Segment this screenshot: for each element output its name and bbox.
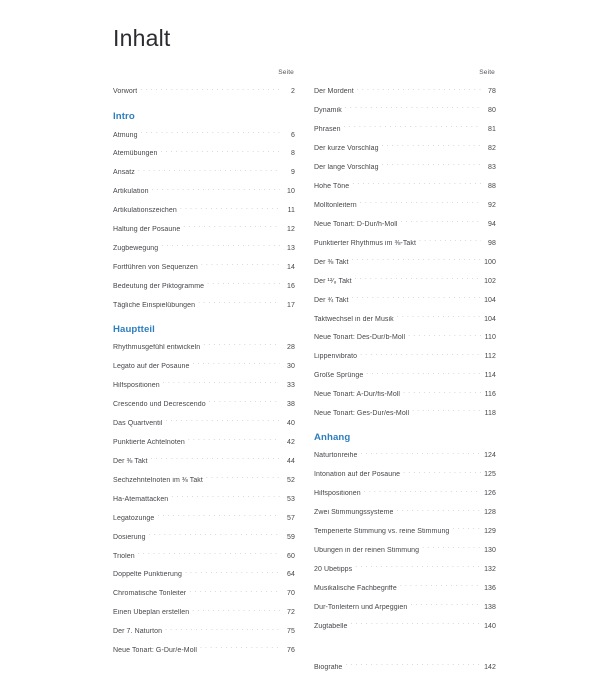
toc-entry-rhythmusgef-hl-entwickeln[interactable] (113, 342, 295, 353)
toc-entry-page-number: 72 (287, 609, 295, 617)
toc-entry-bedeutung-der-piktogramme[interactable] (113, 281, 295, 292)
toc-dot-leader (203, 342, 279, 349)
toc-entry-atem-bungen[interactable] (113, 148, 295, 159)
toc-entry-neue-tonart-ges-dur-es-moll[interactable] (314, 408, 496, 419)
toc-dot-leader (183, 224, 279, 231)
toc-entry-neue-tonart-g-dur-e-moll[interactable] (113, 645, 295, 656)
toc-entry-der-takt[interactable] (113, 456, 295, 467)
toc-dot-leader (360, 351, 480, 358)
toc-entry-page-number: 44 (287, 457, 295, 465)
toc-entry-page-number: 142 (484, 663, 496, 671)
toc-entry-label: Phrasen (314, 126, 341, 134)
toc-entry-label: Der kurze Vorschlag (314, 145, 379, 153)
toc-entry-label: Hohe Töne (314, 182, 350, 190)
toc-entry-label: Der Mordent (314, 88, 354, 96)
toc-entry-der-kurze-vorschlag[interactable] (314, 143, 496, 154)
toc-entry-page-number: 52 (287, 476, 295, 484)
toc-entry-label: Sechzehntelnoten im ⅜ Takt (113, 476, 203, 484)
toc-entry-label: Haltung der Posaune (113, 226, 181, 234)
toc-entry-page-number: 64 (287, 571, 295, 579)
toc-entry-label: Lippenvibrato (314, 353, 358, 361)
toc-dot-leader (397, 314, 481, 321)
toc-entry-label: Artikulationszeichen (113, 207, 177, 215)
toc-entry-page-number: 81 (488, 126, 496, 134)
toc-dot-leader (165, 626, 279, 633)
toc-entry-page-number: 83 (488, 164, 496, 172)
toc-entry-lippenvibrato[interactable] (314, 351, 496, 362)
toc-entry-der-takt[interactable] (314, 257, 496, 268)
toc-dot-leader (360, 450, 480, 457)
toc-entry-taktwechsel-in-der-musik[interactable] (314, 314, 496, 325)
toc-dot-leader (171, 494, 279, 501)
toc-dot-leader (403, 389, 480, 396)
toc-entry-dur-tonleitern-und-arpeggien[interactable] (314, 602, 496, 613)
toc-entry-label: Übungen in der reinen Stimmung (314, 547, 420, 555)
toc-dot-leader (357, 86, 481, 93)
toc-entry-page-number: 53 (287, 495, 295, 503)
toc-entry-label: Neue Tonart: Ges-Dur/es-Moll (314, 410, 410, 418)
toc-entry-label: Biografie (314, 663, 343, 671)
toc-entry-label: Legatozunge (113, 514, 155, 522)
toc-entry-label: Rhythmusgefühl entwickeln (113, 344, 201, 352)
toc-dot-leader (157, 513, 279, 520)
toc-entry-label: Crescendo und Decrescendo (113, 401, 206, 409)
toc-dot-leader (452, 526, 480, 533)
toc-section-gap (314, 640, 496, 662)
toc-entry-label: Große Sprünge (314, 372, 364, 380)
toc-entry-page-number: 125 (484, 471, 496, 479)
toc-entry-label: Triolen (113, 552, 135, 560)
toc-entry-triolen[interactable] (113, 551, 295, 562)
toc-entry-label: 20 Übetipps (314, 566, 353, 574)
toc-entry-label: Hilfspositionen (113, 382, 160, 390)
toc-entry-neue-tonart-d-dur-h-moll[interactable] (314, 219, 496, 230)
toc-dot-leader (192, 607, 279, 614)
toc-entry-zwei-stimmungssysteme[interactable] (314, 507, 496, 518)
toc-entry-page-number: 112 (484, 353, 496, 361)
toc-entry-page-number: 88 (488, 182, 496, 190)
toc-entry-page-number: 30 (287, 363, 295, 371)
toc-entry-page-number: 130 (484, 547, 496, 555)
toc-entry-molltonleitern[interactable] (314, 200, 496, 211)
toc-entry-label: Dynamik (314, 107, 342, 115)
toc-entry-legatozunge[interactable] (113, 513, 295, 524)
toc-entry-page-number: 136 (484, 585, 496, 593)
toc-entry-label: Zugtabelle (314, 622, 348, 630)
toc-dot-leader (403, 469, 480, 476)
toc-dot-leader (201, 262, 280, 269)
toc-entry-label: Der 7. Naturton (113, 628, 163, 636)
toc-entry-punktierter-rhythmus-im-takt[interactable] (314, 238, 496, 249)
toc-entry-page-number: 17 (287, 301, 295, 309)
toc-entry-vorwort[interactable] (113, 86, 295, 97)
toc-dot-leader (352, 257, 481, 264)
toc-left-body (113, 86, 295, 656)
toc-entry-temperierte-stimmung-vs-reine-stimmung[interactable] (314, 526, 496, 537)
toc-entry-page-number: 10 (287, 188, 295, 196)
toc-dot-leader (355, 276, 481, 283)
toc-entry-page-number: 16 (287, 283, 295, 291)
toc-entry-t-gliche-einspiel-bungen[interactable] (113, 300, 295, 311)
toc-entry-label: Neue Tonart: Des-Dur/b-Moll (314, 334, 406, 342)
toc-entry-page-number: 33 (287, 382, 295, 390)
toc-dot-leader (364, 488, 481, 495)
toc-entry-page-number: 57 (287, 514, 295, 522)
toc-entry-label: Der ⅜ Takt (314, 258, 349, 266)
toc-entry-artikulation[interactable] (113, 186, 295, 197)
toc-dot-leader (149, 532, 280, 539)
toc-dot-leader (400, 583, 481, 590)
toc-entry-label: Zwei Stimmungssysteme (314, 509, 394, 517)
toc-entry-label: Atmung (113, 131, 138, 139)
toc-entry-label: Legato auf der Posaune (113, 363, 190, 371)
toc-entry-label: Bedeutung der Piktogramme (113, 283, 205, 291)
toc-entry-label: Der lange Vorschlag (314, 164, 379, 172)
toc-entry-page-number: 12 (287, 226, 295, 234)
toc-entry-page-number: 102 (484, 277, 496, 285)
toc-entry-zugtabelle[interactable] (314, 621, 496, 632)
toc-dot-leader (188, 437, 280, 444)
toc-entry-einen-beplan-erstellen[interactable] (113, 607, 295, 618)
page-title: Inhalt (113, 25, 171, 51)
toc-entry-page-number: 6 (291, 131, 295, 139)
toc-dot-leader (193, 361, 280, 368)
toc-entry-page-number: 78 (488, 88, 496, 96)
toc-entry-fortf-hren-von-sequenzen[interactable] (113, 262, 295, 273)
toc-entry-page-number: 59 (287, 533, 295, 541)
toc-entry-bungen-in-der-reinen-stimmung[interactable] (314, 545, 496, 556)
toc-entry-label: Punktierte Achtelnoten (113, 438, 185, 446)
toc-entry-chromatische-tonleiter[interactable] (113, 588, 295, 599)
toc-dot-leader (352, 181, 480, 188)
toc-entry-label: Artikulation (113, 188, 149, 196)
toc-entry-label: Vorwort (113, 88, 138, 96)
toc-dot-leader (163, 380, 280, 387)
toc-entry-musikalische-fachbegriffe[interactable] (314, 583, 496, 594)
toc-entry-page-number: 14 (287, 264, 295, 272)
toc-entry-label: Musikalische Fachbegriffe (314, 585, 397, 593)
toc-entry-20-betipps[interactable] (314, 564, 496, 575)
toc-entry-label: Taktwechsel in der Musik (314, 315, 394, 323)
toc-entry-der-mordent[interactable] (314, 86, 496, 97)
toc-right-body (314, 86, 496, 672)
toc-dot-leader (165, 418, 279, 425)
toc-entry-doppelte-punktierung[interactable] (113, 569, 295, 580)
toc-entry-label: Intonation auf der Posaune (314, 471, 401, 479)
toc-entry-page-number: 13 (287, 245, 295, 253)
toc-entry-page-number: 138 (484, 603, 496, 611)
toc-dot-leader (209, 399, 280, 406)
toc-entry-page-number: 40 (287, 419, 295, 427)
toc-dot-leader (206, 475, 280, 482)
toc-dot-leader (355, 564, 480, 571)
toc-entry-artikulationszeichen[interactable] (113, 205, 295, 216)
toc-section-heading-intro[interactable]: Intro (113, 111, 135, 123)
toc-entry-label: Der ⅜ Takt (113, 457, 148, 465)
toc-dot-leader (152, 186, 280, 193)
toc-dot-leader (382, 143, 481, 150)
toc-dot-leader (352, 295, 481, 302)
toc-entry-label: Ansatz (113, 169, 135, 177)
toc-entry-label: Ha-Atemattacken (113, 495, 169, 503)
toc-entry-hilfspositionen[interactable] (113, 380, 295, 391)
toc-dot-leader (141, 130, 280, 137)
toc-entry-page-number: 104 (484, 315, 496, 323)
toc-entry-page-number: 82 (488, 145, 496, 153)
toc-entry-label: Chromatische Tonleiter (113, 590, 187, 598)
toc-entry-atmung[interactable] (113, 130, 295, 141)
toc-entry-page-number: 2 (291, 88, 295, 96)
toc-dot-leader (198, 300, 279, 307)
toc-entry-label: Neue Tonart: G-Dur/e-Moll (113, 647, 197, 655)
toc-dot-leader (200, 645, 280, 652)
toc-entry-label: Zugbewegung (113, 245, 159, 253)
toc-dot-leader (382, 162, 481, 169)
toc-entry-page-number: 8 (291, 150, 295, 158)
toc-entry-label: Tägliche Einspielübungen (113, 301, 196, 309)
seite-column-header-right: Seite (479, 69, 495, 77)
toc-dot-leader (161, 243, 279, 250)
toc-entry-page-number: 70 (287, 590, 295, 598)
toc-entry-page-number: 129 (484, 528, 496, 536)
toc-entry-page-number: 124 (484, 452, 496, 460)
toc-entry-label: Dosierung (113, 533, 146, 541)
toc-entry-label: Einen Übeplan erstellen (113, 609, 190, 617)
toc-entry-page-number: 116 (484, 391, 496, 399)
toc-dot-leader (345, 662, 480, 669)
toc-entry-hilfspositionen[interactable] (314, 488, 496, 499)
toc-dot-leader (151, 456, 280, 463)
toc-entry-page-number: 132 (484, 566, 496, 574)
toc-entry-label: Der ¾ Takt (314, 296, 349, 304)
toc-entry-sechzehntelnoten-im-takt[interactable] (113, 475, 295, 486)
toc-entry-page-number: 60 (287, 552, 295, 560)
toc-entry-page-number: 92 (488, 201, 496, 209)
toc-entry-page-number: 38 (287, 401, 295, 409)
toc-entry-dosierung[interactable] (113, 532, 295, 543)
toc-dot-leader (160, 148, 279, 155)
toc-entry-gro-e-spr-nge[interactable] (314, 370, 496, 381)
toc-entry-page-number: 128 (484, 509, 496, 517)
toc-entry-das-quartventil[interactable] (113, 418, 295, 429)
toc-entry-zugbewegung[interactable] (113, 243, 295, 254)
toc-entry-page-number: 9 (291, 169, 295, 177)
toc-dot-leader (180, 205, 280, 212)
toc-dot-leader (396, 507, 480, 514)
toc-entry-punktierte-achtelnoten[interactable] (113, 437, 295, 448)
toc-entry-page-number: 11 (287, 207, 295, 215)
toc-entry-label: Doppelte Punktierung (113, 571, 182, 579)
toc-entry-label: Neue Tonart: A-Dur/fis-Moll (314, 391, 401, 399)
toc-entry-biografie[interactable] (314, 662, 496, 673)
toc-entry-label: Molltonleitern (314, 201, 357, 209)
toc-entry-label: Fortführen von Sequenzen (113, 264, 198, 272)
toc-entry-phrasen[interactable] (314, 124, 496, 135)
toc-entry-der-takt[interactable] (314, 276, 496, 287)
toc-dot-leader (351, 621, 481, 628)
toc-entry-der-lange-vorschlag[interactable] (314, 162, 496, 173)
toc-section-heading-hauptteil[interactable]: Hauptteil (113, 323, 155, 335)
toc-dot-leader (408, 332, 480, 339)
toc-entry-label: Neue Tonart: D-Dur/h-Moll (314, 220, 398, 228)
toc-dot-leader (140, 86, 279, 93)
toc-dot-leader (345, 105, 481, 112)
toc-dot-leader (412, 408, 480, 415)
toc-dot-leader (422, 545, 480, 552)
toc-dot-leader (360, 200, 481, 207)
toc-dot-leader (419, 238, 481, 245)
toc-entry-page-number: 126 (484, 490, 496, 498)
toc-entry-dynamik[interactable] (314, 105, 496, 116)
toc-entry-haltung-der-posaune[interactable] (113, 224, 295, 235)
toc-entry-label: Hilfspositionen (314, 490, 361, 498)
toc-entry-label: Naturtonreihe (314, 452, 358, 460)
toc-entry-der-takt[interactable] (314, 295, 496, 306)
toc-dot-leader (138, 551, 280, 558)
toc-entry-hohe-t-ne[interactable] (314, 181, 496, 192)
toc-entry-label: Das Quartventil (113, 419, 163, 427)
toc-dot-leader (138, 167, 280, 174)
toc-entry-page-number: 98 (488, 239, 496, 247)
toc-entry-crescendo-und-decrescendo[interactable] (113, 399, 295, 410)
seite-column-header-left: Seite (278, 69, 294, 77)
toc-entry-page-number: 100 (484, 258, 496, 266)
toc-right-column (314, 69, 496, 681)
toc-entry-naturtonreihe[interactable] (314, 450, 496, 461)
toc-entry-page-number: 75 (287, 628, 295, 636)
toc-entry-neue-tonart-a-dur-fis-moll[interactable] (314, 389, 496, 400)
toc-entry-page-number: 94 (488, 220, 496, 228)
toc-dot-leader (189, 588, 279, 595)
toc-entry-label: Atemübungen (113, 150, 158, 158)
toc-entry-label: Punktierter Rhythmus im ⅜-Takt (314, 239, 416, 247)
toc-dot-leader (207, 281, 279, 288)
toc-left-column (113, 69, 295, 664)
toc-dot-leader (366, 370, 480, 377)
toc-entry-page-number: 140 (484, 622, 496, 630)
toc-entry-der-7-naturton[interactable] (113, 626, 295, 637)
toc-entry-ansatz[interactable] (113, 167, 295, 178)
toc-entry-label: Temperierte Stimmung vs. reine Stimmung (314, 528, 450, 536)
toc-entry-label: Dur-Tonleitern und Arpeggien (314, 603, 408, 611)
toc-entry-page-number: 28 (287, 344, 295, 352)
toc-section-heading-anhang[interactable]: Anhang (314, 431, 351, 443)
toc-dot-leader (410, 602, 480, 609)
toc-dot-leader (185, 569, 280, 576)
toc-entry-neue-tonart-des-dur-b-moll[interactable] (314, 332, 496, 343)
toc-entry-page-number: 42 (287, 438, 295, 446)
toc-entry-label: Der ¹²⁄₈ Takt (314, 277, 352, 285)
toc-entry-legato-auf-der-posaune[interactable] (113, 361, 295, 372)
toc-entry-page-number: 118 (484, 410, 496, 418)
toc-entry-page-number: 104 (484, 296, 496, 304)
toc-columns (113, 69, 495, 681)
toc-dot-leader (401, 219, 481, 226)
toc-entry-page-number: 114 (484, 372, 496, 380)
toc-dot-leader (344, 124, 481, 131)
toc-entry-page-number: 110 (484, 334, 496, 342)
toc-entry-page-number: 80 (488, 107, 496, 115)
toc-entry-page-number: 76 (287, 647, 295, 655)
toc-entry-ha-atemattacken[interactable] (113, 494, 295, 505)
toc-entry-intonation-auf-der-posaune[interactable] (314, 469, 496, 480)
